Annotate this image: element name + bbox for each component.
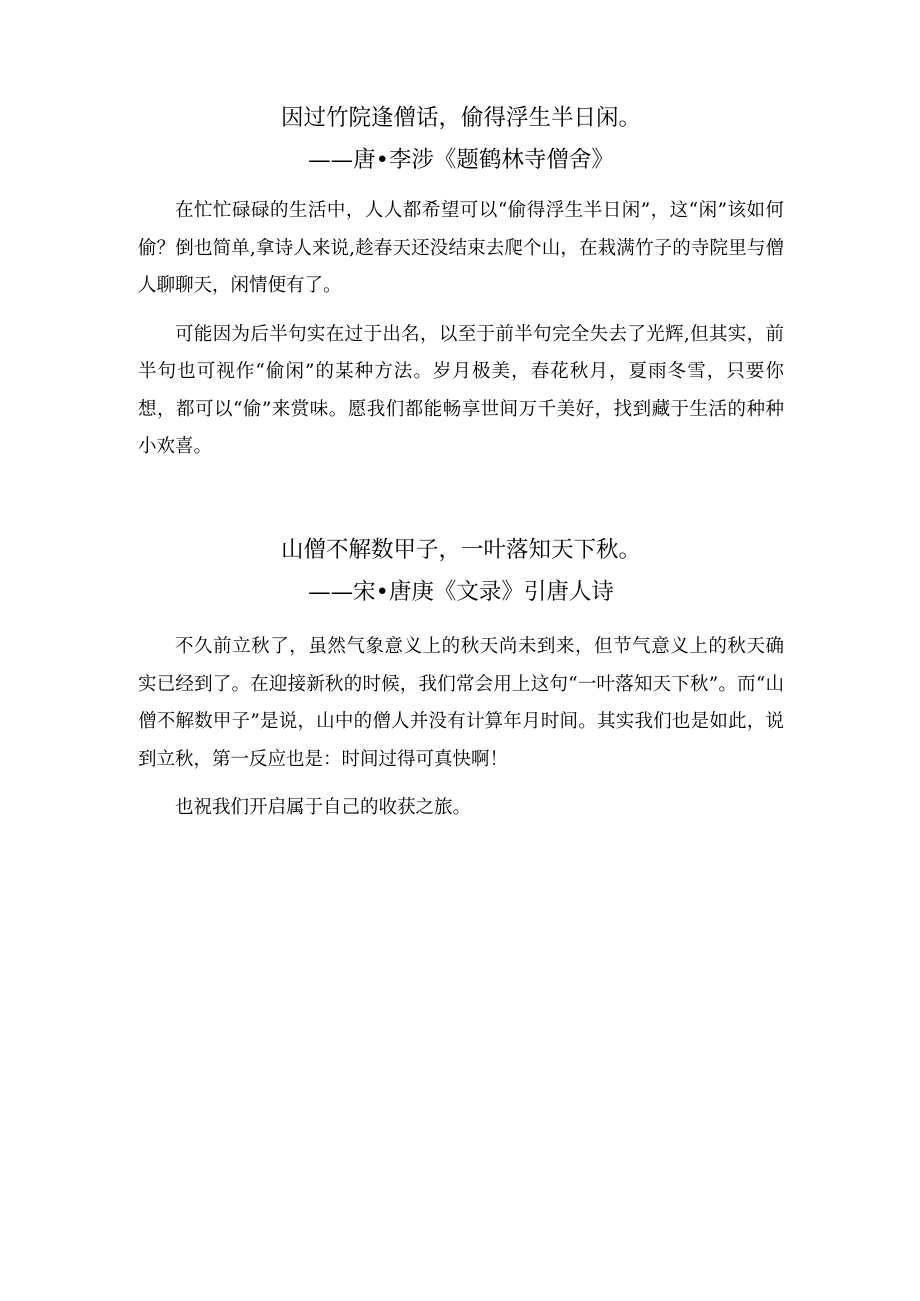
- paragraph: 不久前立秋了，虽然气象意义上的秋天尚未到来，但节气意义上的秋天确实已经到了。在迎接新秋的时候，我们常会用上这句“一叶落知天下秋”。而“山僧不解数甲子”是说，山中的僧人并没有计算年月时间。其实我们也是如此，说到立秋，第一反应也是：时间过得可真快啊！: [138, 636, 784, 770]
- verse-source: ——唐•李涉《题鹤林寺僧舍》: [308, 147, 614, 173]
- verse-line: 因过竹院逢僧话，偷得浮生半日闲。: [280, 105, 641, 131]
- paragraph: 可能因为后半句实在过于出名，以至于前半句完全失去了光辉,但其实，前半句也可视作“偷闲”的某种方法。岁月极美，春花秋月，夏雨冬雪，只要你想，都可以“偷”来赏味。愿我们都能畅享世间万千美好，找到藏于生活的种种小欢喜。: [138, 323, 784, 457]
- paragraph: 也祝我们开启属于自己的收获之旅。: [175, 797, 472, 818]
- paragraph: 在忙忙碌碌的生活中，人人都希望可以“偷得浮生半日闲”，这“闲”该如何偷？倒也简单,拿诗人来说,趁春天还没结束去爬个山，在栽满竹子的寺院里与僧人聊聊天，闲情便有了。: [138, 200, 784, 296]
- verse-source: ——宋•唐庚《文录》引唐人诗: [308, 579, 614, 605]
- verse-line: 山僧不解数甲子，一叶落知天下秋。: [280, 537, 641, 563]
- poem-heading-2: [138, 529, 784, 613]
- essay-section-2: [138, 628, 784, 838]
- essay-section-1: [138, 192, 784, 477]
- poem-heading-1: [138, 97, 784, 181]
